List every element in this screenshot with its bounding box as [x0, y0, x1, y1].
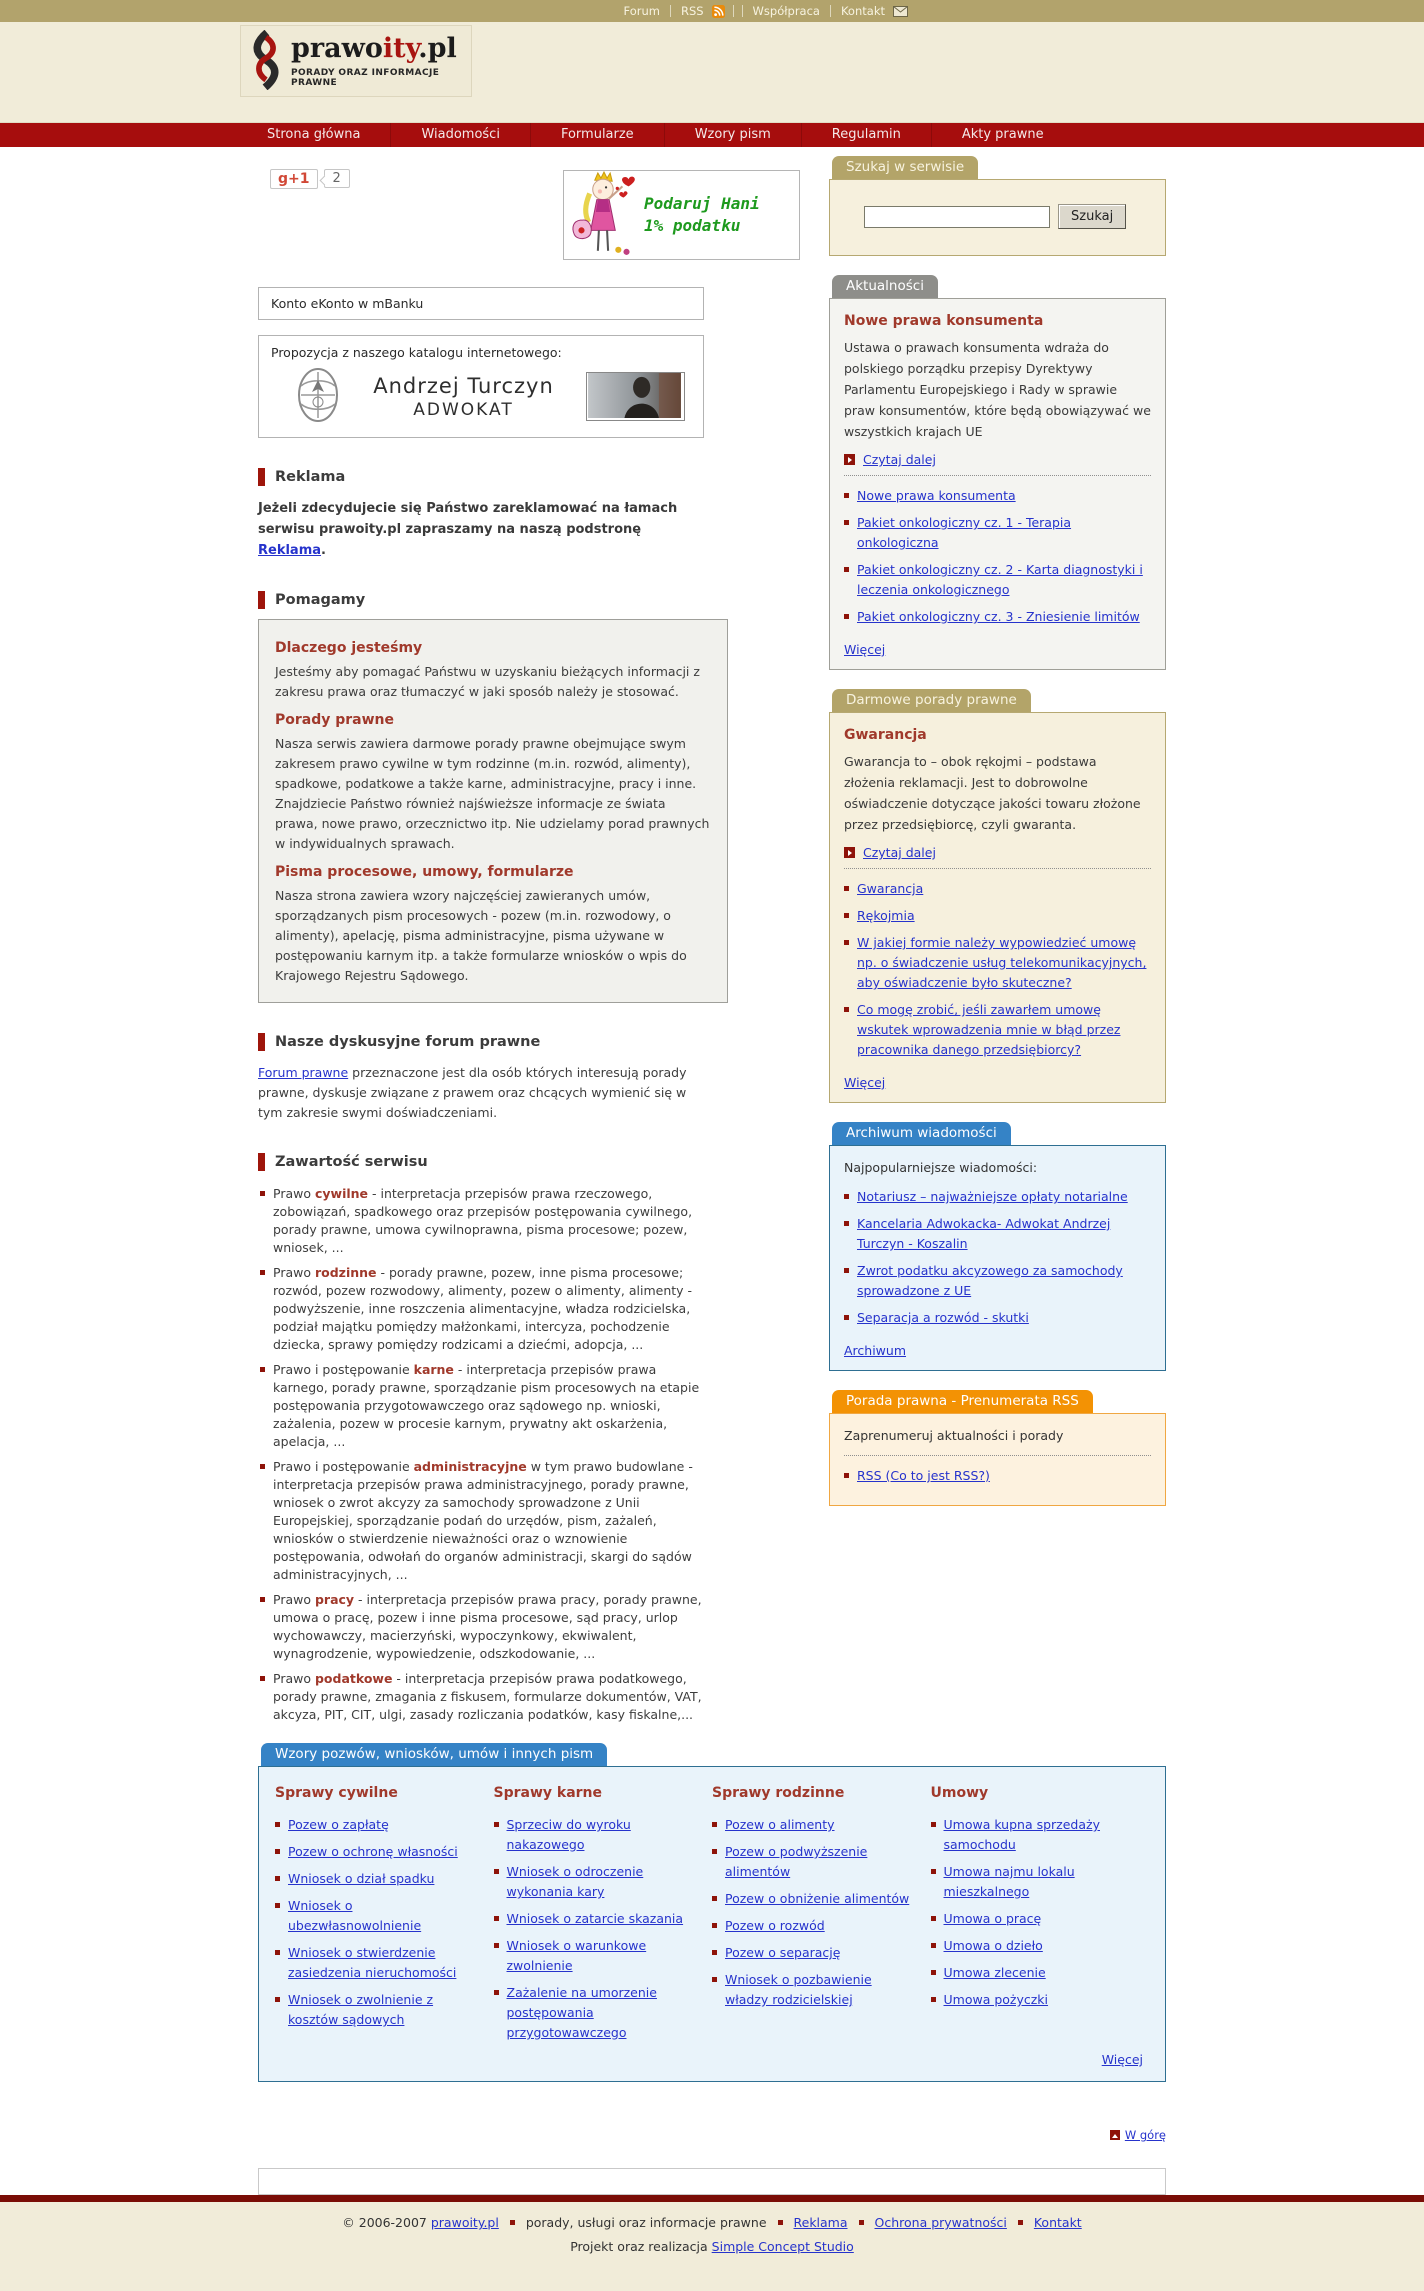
- mbank-ad-label: Konto eKonto w mBanku: [271, 296, 424, 311]
- section-heading-pomagamy: Pomagamy: [258, 591, 728, 609]
- advice-link-list: [844, 879, 1151, 1060]
- news-link-item: Pakiet onkologiczny cz. 3 - Zniesienie limitów: [844, 607, 1151, 627]
- ad-banner-text: Podaruj Hani 1% podatku: [644, 194, 760, 235]
- mail-icon[interactable]: [893, 6, 908, 17]
- up-arrow-icon[interactable]: [1110, 2130, 1120, 2140]
- logo[interactable]: [240, 25, 472, 97]
- tab-szukaj-w-serwisie: Szukaj w serwisie: [832, 156, 978, 179]
- archive-link-item: Notariusz – najważniejsze opłaty notarialne: [844, 1187, 1151, 1207]
- template-link-item: Wniosek o stwierdzenie zasiedzenia nieruchomości: [275, 1943, 480, 1983]
- catalog-promo-box[interactable]: [258, 335, 704, 438]
- news-link-item: Pakiet onkologiczny cz. 2 - Karta diagnostyki i leczenia onkologicznego: [844, 560, 1151, 600]
- nav-item-wiadomosci[interactable]: Wiadomości: [390, 123, 530, 147]
- topbar-divider: [742, 5, 743, 17]
- logo-wordmark: prawoity.pl: [291, 33, 457, 64]
- footer-ad-placeholder: [258, 2168, 1166, 2195]
- column-sprawy-karne: [494, 1781, 713, 2050]
- eagle-crest-emblem: [295, 366, 341, 427]
- template-link-item: Wniosek o zwolnienie z kosztów sądowych: [275, 1990, 480, 2030]
- search-module: [829, 156, 1166, 256]
- list-item-prawo-podatkowe: Prawo podatkowe - interpretacja przepisów prawa podatkowego, porady prawne, zmagania z fiskusem, formularze dokumentów, VAT, akcyza, PIT, CIT, ulgi, zasady rozliczania podatków, kasy fiskalne,...: [260, 1670, 708, 1724]
- subheading-dlaczego-jestesmy: Dlaczego jesteśmy: [275, 640, 423, 656]
- template-link-item: Umowa o dzieło: [931, 1936, 1136, 1956]
- archive-link-list: [844, 1187, 1151, 1328]
- template-link-item: Umowa kupna sprzedaży samochodu: [931, 1815, 1136, 1855]
- topbar-link-wspolpraca[interactable]: Współpraca: [752, 4, 820, 18]
- reklama-paragraph: Jeżeli zdecydujecie się Państwo zareklamować na łamach serwisu prawoity.pl zapraszamy na naszą podstronę Reklama.: [258, 501, 678, 558]
- tab-darmowe-porady-prawne: Darmowe porady prawne: [832, 689, 1031, 712]
- footer-separator: [778, 2220, 783, 2225]
- rss-intro-text: Zaprenumeruj aktualności i porady: [844, 1428, 1064, 1443]
- tab-archiwum-wiadomosci: Archiwum wiadomości: [832, 1122, 1011, 1145]
- column-sprawy-rodzinne: [712, 1781, 931, 2050]
- template-link-item: Pozew o zapłatę: [275, 1815, 480, 1835]
- tab-aktualnosci: Aktualności: [832, 275, 938, 298]
- list-item-prawo-karne: Prawo i postępowanie karne - interpretacja przepisów prawa karnego, porady prawne, sporządzanie pism procesowych na etapie postępowania przygotowawczego oraz sądowego np. wnioski, zażalenia, pozew w procesie karnym, prywatny akt oskarżenia, apelacja, ...: [260, 1361, 708, 1451]
- rss-subscription-module: [829, 1390, 1166, 1506]
- logo-tagline: PORADY ORAZ INFORMACJE PRAWNE: [291, 68, 440, 88]
- sidebar: [829, 147, 1166, 1525]
- news-link-item: Pakiet onkologiczny cz. 1 - Terapia onkologiczna: [844, 513, 1151, 553]
- section-heading-reklama: Reklama: [258, 468, 728, 486]
- advice-link-item: Co mogę zrobić, jeśli zawarłem umowę wskutek wprowadzenia mnie w błąd przez pracownika danego przedsiębiorcy?: [844, 1000, 1151, 1060]
- footer-separator: [510, 2220, 515, 2225]
- footer-separator: [1018, 2220, 1023, 2225]
- template-link-item: Zażalenie na umorzenie postępowania przygotowawczego: [494, 1983, 699, 2043]
- template-link-item: Wniosek o ubezwłasnowolnienie: [275, 1896, 480, 1936]
- template-link-item: Umowa najmu lokalu mieszkalnego: [931, 1862, 1136, 1902]
- topbar-divider: [733, 5, 734, 17]
- topbar-link-rss[interactable]: RSS: [680, 4, 704, 18]
- footer-copyright-line: © 2006-2007 prawoity.pl porady, usługi oraz informacje prawne Reklama Ochrona prywatności Kontakt: [342, 2215, 1082, 2230]
- footer-tagline: porady, usługi oraz informacje prawne: [525, 2215, 767, 2230]
- forum-paragraph: Forum prawne przeznaczone jest dla osób których interesują porady prawne, dyskusje związane z prawem oraz chcących wymienić się w tym zakresie swymi doświadczeniami.: [258, 1065, 687, 1120]
- template-link-item: Umowa pożyczki: [931, 1990, 1136, 2010]
- template-link-item: Pozew o alimenty: [712, 1815, 917, 1835]
- tab-prenumerata-rss: Porada prawna - Prenumerata RSS: [832, 1390, 1093, 1413]
- footer: [0, 2202, 1424, 2291]
- topbar-link-kontakt[interactable]: Kontakt: [840, 4, 885, 18]
- read-more-arrow-icon[interactable]: [844, 454, 855, 465]
- template-link-item: Wniosek o dział spadku: [275, 1869, 480, 1889]
- reklama-link[interactable]: Reklama: [258, 543, 322, 558]
- service-content-list: [258, 1185, 708, 1724]
- catalog-intro-text: Propozycja z naszego katalogu internetowego:: [271, 345, 562, 360]
- news-link-list: [844, 486, 1151, 627]
- template-link-item: Wniosek o pozbawienie władzy rodzicielskiej: [712, 1970, 917, 2010]
- news-module: [829, 275, 1166, 670]
- dotted-divider: [844, 1455, 1151, 1456]
- list-item-prawo-administracyjne: Prawo i postępowanie administracyjne w tym prawo budowlane - interpretacja przepisów prawa administracyjnego, porady prawne, wniosek o zwrot akcyzy za samochody sprowadzone z Unii Europejskiej, sporządzanie podań do urzędów, pism, zażaleń, wniosków o stwierdzenie nieważności oraz o wznowienie postępowania, odwołań do organów administracji, skargi do sądów administracyjnych, ...: [260, 1458, 708, 1584]
- archive-link-item: Separacja a rozwód - skutki: [844, 1308, 1151, 1328]
- advice-link-item: Rękojmia: [844, 906, 1151, 926]
- list-item-prawo-cywilne: Prawo cywilne - interpretacja przepisów prawa rzeczowego, zobowiązań, spadkowego oraz przepisów postępowania cywilnego, porady prawne, umowa cywilnoprawna, pisma procesowe; pozew, wniosek, ...: [260, 1185, 708, 1257]
- template-link-item: Pozew o podwyższenie alimentów: [712, 1842, 917, 1882]
- read-more-arrow-icon[interactable]: [844, 847, 855, 858]
- site-header: [0, 22, 1424, 123]
- main-column: [258, 147, 760, 1731]
- archive-more-link[interactable]: Archiwum: [844, 1343, 907, 1358]
- template-link-item: Wniosek o zatarcie skazania: [494, 1909, 699, 1929]
- archive-link-item: Kancelaria Adwokacka- Adwokat Andrzej Turczyn - Koszalin: [844, 1214, 1151, 1254]
- news-heading: Nowe prawa konsumenta: [844, 313, 1044, 329]
- rss-link-list: [844, 1466, 1151, 1486]
- social-ad-row: [258, 163, 760, 275]
- column-heading: Sprawy rodzinne: [712, 1785, 845, 1801]
- template-link-item: Pozew o ochronę własności: [275, 1842, 480, 1862]
- footer-kontakt-link[interactable]: Kontakt: [1033, 2215, 1082, 2230]
- template-link-item: Pozew o obniżenie alimentów: [712, 1889, 917, 1909]
- pomagamy-text-2: Nasza serwis zawiera darmowe porady prawne obejmujące swym zakresem prawo cywilne w tym rodzinne (m.in. rozwód, alimenty), spadkowe, podatkowe a także karne, administracyjne, pracy i inne. Znajdziecie Państwo również najświeższe informacje ze świata prawa, nowe prawo, orzecznictwo itp. Nie udzielamy porad prawnych w indywidualnych sprawach.: [275, 736, 710, 851]
- nav-item-wzory-pism[interactable]: Wzory pism: [664, 123, 801, 147]
- google-plus-one-button[interactable]: g+1: [270, 169, 318, 189]
- mbank-ad-box[interactable]: [258, 287, 704, 320]
- back-to-top-link[interactable]: W górę: [1124, 2128, 1166, 2142]
- column-umowy: [931, 1781, 1150, 2050]
- advice-teaser-text: Gwarancja to – obok rękojmi – podstawa złożenia reklamacji. Jest to dobrowolne oświadczenie dotyczące jakości towaru złożone przez przedsiębiorcę, czyli gwaranta.: [844, 754, 1141, 832]
- news-read-more-link[interactable]: Czytaj dalej: [863, 452, 936, 467]
- template-link-item: Wniosek o odroczenie wykonania kary: [494, 1862, 699, 1902]
- column-heading: Sprawy karne: [493, 1785, 603, 1801]
- pomagamy-text-1: Jesteśmy aby pomagać Państwu w uzyskaniu bieżących informacji z zakresu prawa oraz tłumaczyć w jaki sposób należy je stosować.: [275, 664, 700, 699]
- template-link-item: Pozew o rozwód: [712, 1916, 917, 1936]
- news-link-item: Nowe prawa konsumenta: [844, 486, 1151, 506]
- footer-privacy-link[interactable]: Ochrona prywatności: [874, 2215, 1007, 2230]
- topbar-divider: [670, 5, 671, 17]
- template-link-item: Sprzeciw do wyroku nakazowego: [494, 1815, 699, 1855]
- topbar-link-forum[interactable]: Forum: [623, 4, 660, 18]
- archive-link-item: Zwrot podatku akcyzowego za samochody sprowadzone z UE: [844, 1261, 1151, 1301]
- pomagamy-box: [258, 619, 728, 1003]
- advocate-name-block: Andrzej Turczyn ADWOKAT: [373, 373, 554, 420]
- list-item-prawo-rodzinne: Prawo rodzinne - porady prawne, pozew, inne pisma procesowe; rozwód, pozew rozwodowy, alimenty, pozew o alimenty, alimenty - podwyższenie, inne roszczenia alimentacyjne, władza rodzicielska, podział majątku pomiędzy małżonkami, intercyza, pochodzenie dziecka, sprawy pomiędzy rodzicami a dziećmi, adopcja, ...: [260, 1264, 708, 1354]
- logo-flame-icon: [249, 30, 283, 93]
- dotted-divider: [844, 868, 1151, 869]
- free-advice-module: [829, 689, 1166, 1103]
- advice-link-item: W jakiej formie należy wypowiedzieć umowę np. o świadczenie usług telekomunikacyjnych, aby oświadczenie było skuteczne?: [844, 933, 1151, 993]
- back-to-top-row: [258, 2128, 1166, 2142]
- section-heading-zawartosc: Zawartość serwisu: [258, 1153, 728, 1171]
- dotted-divider: [844, 475, 1151, 476]
- column-heading: Sprawy cywilne: [275, 1785, 398, 1801]
- section-heading-forum: Nasze dyskusyjne forum prawne: [258, 1033, 728, 1051]
- nav-item-formularze[interactable]: Formularze: [530, 123, 664, 147]
- subheading-pisma-procesowe: Pisma procesowe, umowy, formularze: [275, 864, 574, 880]
- footer-site-link[interactable]: prawoity.pl: [430, 2215, 499, 2230]
- main-nav: [0, 123, 1424, 147]
- princess-illustration: [564, 171, 644, 260]
- template-link-item: Wniosek o warunkowe zwolnienie: [494, 1936, 699, 1976]
- rss-icon[interactable]: [712, 5, 725, 18]
- templates-section: [258, 1731, 1166, 2082]
- footer-credits-line: Projekt oraz realizacja Simple Concept Studio: [570, 2239, 854, 2254]
- news-more-link[interactable]: Więcej: [844, 642, 886, 657]
- advocate-photo: [586, 372, 685, 421]
- footer-studio-link[interactable]: Simple Concept Studio: [711, 2239, 854, 2254]
- footer-reklama-link[interactable]: Reklama: [793, 2215, 848, 2230]
- list-item-prawo-pracy: Prawo pracy - interpretacja przepisów prawa pracy, porady prawne, umowa o pracę, pozew i inne pisma procesowe, sąd pracy, urlop wychowawczy, macierzyński, wypoczynkowy, ekwiwalent, wynagrodzenie, wypowiedzenie, odszkodowanie, ...: [260, 1591, 708, 1663]
- template-link-item: Umowa zlecenie: [931, 1963, 1136, 1983]
- column-heading: Umowy: [930, 1785, 989, 1801]
- footer-separator: [859, 2220, 864, 2225]
- column-sprawy-cywilne: [275, 1781, 494, 2050]
- search-input[interactable]: [864, 206, 1050, 228]
- templates-more-link[interactable]: Więcej: [1101, 2052, 1143, 2067]
- news-teaser-text: Ustawa o prawach konsumenta wdraża do polskiego porządku przepisy Dyrektywy Parlamentu Europejskiego i Rady w sprawie praw konsumentów, które będą obowiązywać we wszystkich krajach UE: [844, 340, 1151, 439]
- topbar-divider: [830, 5, 831, 17]
- archive-intro-text: Najpopularniejsze wiadomości:: [844, 1160, 1038, 1175]
- nav-item-regulamin[interactable]: Regulamin: [801, 123, 931, 147]
- footer-red-bar: [0, 2195, 1424, 2202]
- subheading-porady-prawne: Porady prawne: [275, 712, 395, 728]
- rss-link-item: RSS (Co to jest RSS?): [844, 1466, 1151, 1486]
- nav-item-akty-prawne[interactable]: Akty prawne: [931, 123, 1074, 147]
- google-plus-count: 2: [324, 169, 350, 188]
- template-link-item: Umowa o pracę: [931, 1909, 1136, 1929]
- advice-more-link[interactable]: Więcej: [844, 1075, 886, 1090]
- forum-prawne-link[interactable]: Forum prawne: [258, 1065, 349, 1080]
- advice-link-item: Gwarancja: [844, 879, 1151, 899]
- pomagamy-text-3: Nasza strona zawiera wzory najczęściej zawieranych umów, sporządzanych pism procesowych - pozew (m.in. rozwodowy, o alimenty), apelację, pisma administracyjne, pisma używane w postępowaniu karnym itp. a także formularze wniosków o wpis do Krajowego Rejestru Sądowego.: [275, 888, 687, 983]
- nav-item-strona-glowna[interactable]: Strona główna: [267, 127, 361, 142]
- advice-heading: Gwarancja: [844, 727, 927, 743]
- charity-ad-banner[interactable]: [563, 170, 800, 260]
- news-archive-module: [829, 1122, 1166, 1371]
- advice-read-more-link[interactable]: Czytaj dalej: [863, 845, 936, 860]
- topbar: [0, 0, 1424, 22]
- tab-wzory-pozwow: Wzory pozwów, wniosków, umów i innych pism: [261, 1743, 607, 1766]
- search-button[interactable]: Szukaj: [1058, 204, 1126, 229]
- template-link-item: Pozew o separację: [712, 1943, 917, 1963]
